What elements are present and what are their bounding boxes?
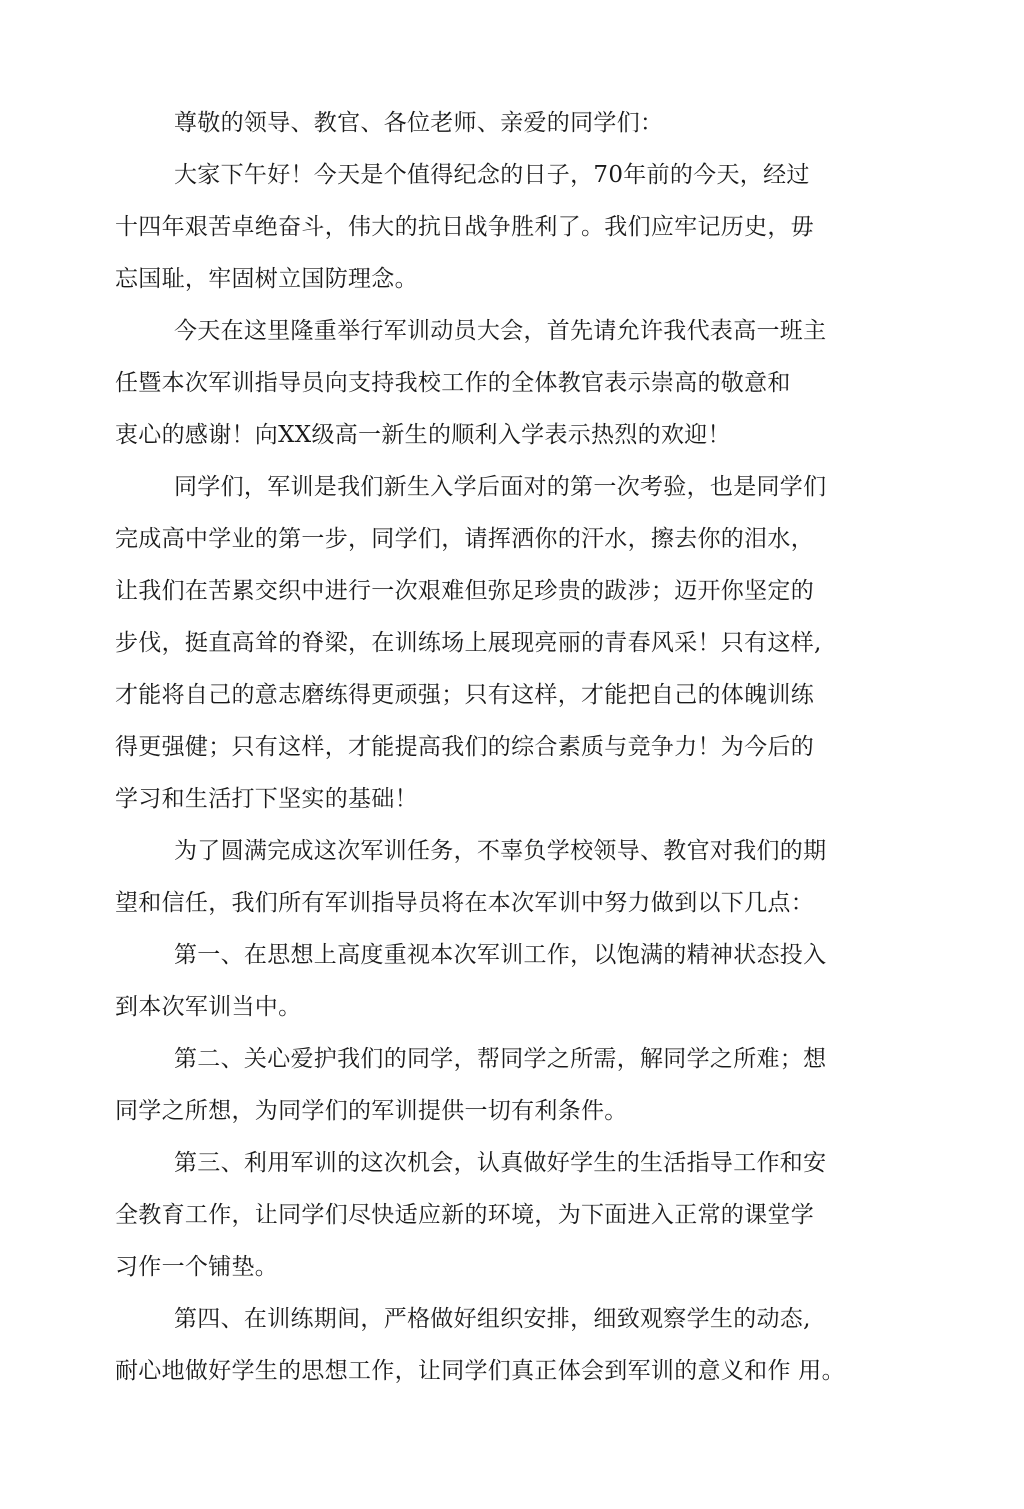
text-line: 第三、利用军训的这次机会，认真做好学生的生活指导工作和安 bbox=[174, 1150, 827, 1176]
text-line: 大家下午好！今天是个值得纪念的日子，70年前的今天，经过 bbox=[174, 162, 810, 188]
text-line: 步伐，挺直高耸的脊梁，在训练场上展现亮丽的青春风采！只有这样, bbox=[115, 630, 822, 656]
text-line: 得更强健；只有这样，才能提高我们的综合素质与竞争力！为今后的 bbox=[115, 734, 814, 760]
text-line: 第四、在训练期间，严格做好组织安排，细致观察学生的动态, bbox=[174, 1306, 811, 1332]
text-line: 同学们，军训是我们新生入学后面对的第一次考验，也是同学们 bbox=[174, 474, 827, 500]
text-line: 才能将自己的意志磨练得更顽强；只有这样，才能把自己的体魄训练 bbox=[115, 682, 814, 708]
text-line: 耐心地做好学生的思想工作，让同学们真正体会到军训的意义和作 用。 bbox=[115, 1358, 845, 1384]
text-line: 完成高中学业的第一步，同学们，请挥洒你的汗水，擦去你的泪水， bbox=[115, 526, 814, 552]
text-line: 为了圆满完成这次军训任务，不辜负学校领导、教官对我们的期 bbox=[174, 838, 827, 864]
text-line: 学习和生活打下坚实的基础！ bbox=[115, 786, 418, 812]
text-line: 任暨本次军训指导员向支持我校工作的全体教官表示崇高的敬意和 bbox=[115, 370, 791, 396]
text-line: 望和信任，我们所有军训指导员将在本次军训中努力做到以下几点： bbox=[115, 890, 814, 916]
text-line: 让我们在苦累交织中进行一次艰难但弥足珍贵的跋涉；迈开你坚定的 bbox=[115, 578, 814, 604]
text-line: 习作一个铺垫。 bbox=[115, 1254, 279, 1280]
text-line: 同学之所想，为同学们的军训提供一切有利条件。 bbox=[115, 1098, 628, 1124]
text-line: 今天在这里隆重举行军训动员大会，首先请允许我代表高一班主 bbox=[174, 318, 827, 344]
text-line: 第一、在思想上高度重视本次军训工作，以饱满的精神状态投入 bbox=[174, 942, 827, 968]
text-line: 十四年艰苦卓绝奋斗，伟大的抗日战争胜利了。我们应牢记历史，毋 bbox=[115, 214, 814, 240]
text-line: 第二、关心爱护我们的同学，帮同学之所需，解同学之所难；想 bbox=[174, 1046, 827, 1072]
text-line: 忘国耻，牢固树立国防理念。 bbox=[115, 266, 418, 292]
text-line: 到本次军训当中。 bbox=[115, 994, 302, 1020]
salutation-line: 尊敬的领导、教官、各位老师、亲爱的同学们： bbox=[174, 110, 664, 136]
text-line: 衷心的感谢！向XX级高一新生的顺利入学表示热烈的欢迎！ bbox=[115, 422, 731, 448]
text-line: 全教育工作，让同学们尽快适应新的环境，为下面进入正常的课堂学 bbox=[115, 1202, 814, 1228]
